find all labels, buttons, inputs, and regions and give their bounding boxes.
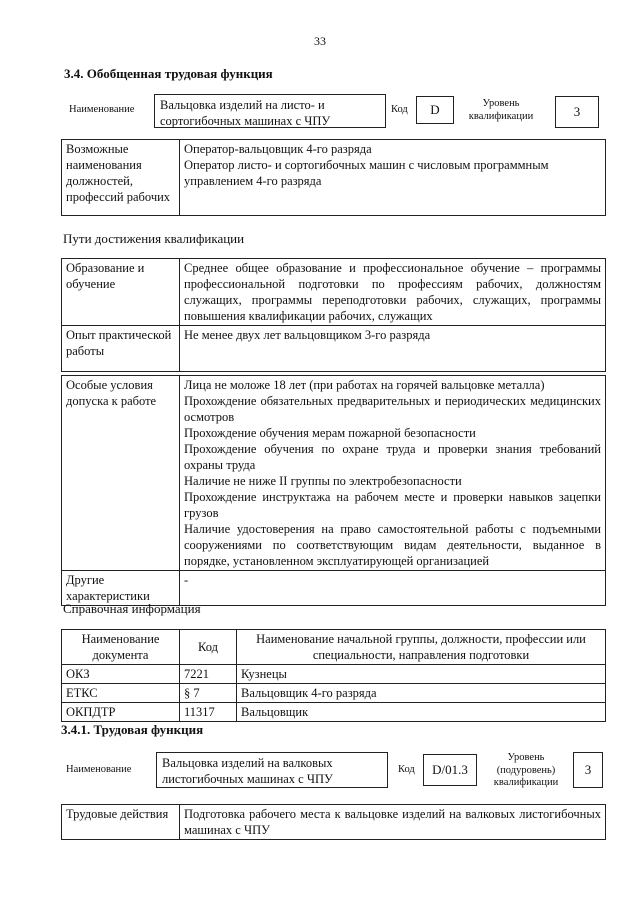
qualification-level-label: Уровень (подуровень) квалификации <box>493 752 559 789</box>
admission-item: Наличие не ниже II группы по электробезопасности <box>184 474 462 488</box>
admission-item: Прохождение обязательных предварительных и периодических медицинских осмотров <box>184 394 601 424</box>
labor-function-code: D/01.3 <box>423 754 477 786</box>
column-header: Наименование документа <box>62 630 180 665</box>
admission-item: Прохождение инструктажа на рабочем месте и проверки навыков зацепки грузов <box>184 490 601 520</box>
table-row <box>62 805 606 840</box>
admission-item: Наличие удостоверения на право самостоятельной работы с подъемными сооружениями по соответствующим видам деятельности, выданное в порядке, установленном эксплуатирующей организацией <box>184 522 601 568</box>
admission-cell <box>180 376 606 571</box>
table-row <box>62 703 606 722</box>
table-cell: Кузнецы <box>237 665 606 684</box>
table-cell: § 7 <box>180 684 237 703</box>
function-code: D <box>416 96 454 124</box>
other-characteristics-value: - <box>180 571 606 606</box>
experience-label: Опыт практической работы <box>62 326 180 372</box>
qualification-paths-heading: Пути достижения квалификации <box>63 231 245 246</box>
reference-heading: Справочная информация <box>63 601 201 616</box>
other-characteristics-label: Другие характеристики <box>62 571 180 606</box>
table-cell: 11317 <box>180 703 237 722</box>
labor-actions-table <box>61 804 606 840</box>
admission-item: Прохождение обучения по охране труда и проверки знания требований охраны труда <box>184 442 601 472</box>
section-heading-3-4-1: 3.4.1. Трудовая функция <box>61 722 204 737</box>
reference-table <box>61 629 606 722</box>
column-header: Наименование начальной группы, должности, профессии или специальности, направления подготовки <box>237 630 606 665</box>
table-row <box>62 259 606 326</box>
section-heading-3-4: 3.4. Обобщенная трудовая функция <box>64 66 273 81</box>
qualification-level-label: Уровень квалификации <box>468 98 534 122</box>
qualification-level-value: 3 <box>555 96 599 128</box>
admission-label: Особые условия допуска к работе <box>62 376 180 571</box>
table-cell: Вальцовщик 4-го разряда <box>237 684 606 703</box>
table-row <box>62 376 606 571</box>
labor-actions-label: Трудовые действия <box>62 805 180 840</box>
job-titles-table <box>61 139 606 216</box>
job-title-line: Оператор-вальцовщик 4-го разряда <box>184 142 372 156</box>
education-label: Образование и обучение <box>62 259 180 326</box>
admission-item: Лица не моложе 18 лет (при работах на горячей вальцовке металла) <box>184 378 545 392</box>
table-header-row <box>62 630 606 665</box>
table-row <box>62 326 606 372</box>
table-row <box>62 140 606 216</box>
table-cell: ЕТКС <box>62 684 180 703</box>
column-header: Код <box>180 630 237 665</box>
code-label: Код <box>391 103 408 115</box>
table-row <box>62 665 606 684</box>
table-cell: 7221 <box>180 665 237 684</box>
table-cell: Вальцовщик <box>237 703 606 722</box>
name-label: Наименование <box>66 763 132 775</box>
labor-function-name: Вальцовка изделий на валковых листогибочных машинах с ЧПУ <box>156 752 388 788</box>
admission-item: Прохождение обучения мерам пожарной безопасности <box>184 426 476 440</box>
table-cell: ОКПДТР <box>62 703 180 722</box>
education-text: Среднее общее образование и профессиональное обучение – программы профессиональной подготовки по профессиям рабочих, должностям служащих, программы переподготовки рабочих, служащих, программы повышения квалификации рабочих, служащих <box>180 259 606 326</box>
job-title-line: Оператор листо- и сортогибочных машин с числовым программным управлением 4-го разряда <box>184 158 549 188</box>
table-row <box>62 684 606 703</box>
qualification-level-value: 3 <box>573 752 603 788</box>
name-label: Наименование <box>69 103 135 115</box>
labor-actions-text: Подготовка рабочего места к вальцовке изделий на валковых листогибочных машинах с ЧПУ <box>180 805 606 840</box>
job-titles-cell <box>180 140 606 216</box>
table-cell: ОКЗ <box>62 665 180 684</box>
code-label: Код <box>398 763 415 775</box>
generalized-function-name: Вальцовка изделий на листо- и сортогибочных машинах с ЧПУ <box>154 94 386 128</box>
experience-text: Не менее двух лет вальцовщиком 3-го разряда <box>180 326 606 372</box>
education-table <box>61 258 606 372</box>
job-titles-label: Возможные наименования должностей, профессий рабочих <box>62 140 180 216</box>
page-number: 33 <box>314 34 326 48</box>
admission-table <box>61 375 606 606</box>
